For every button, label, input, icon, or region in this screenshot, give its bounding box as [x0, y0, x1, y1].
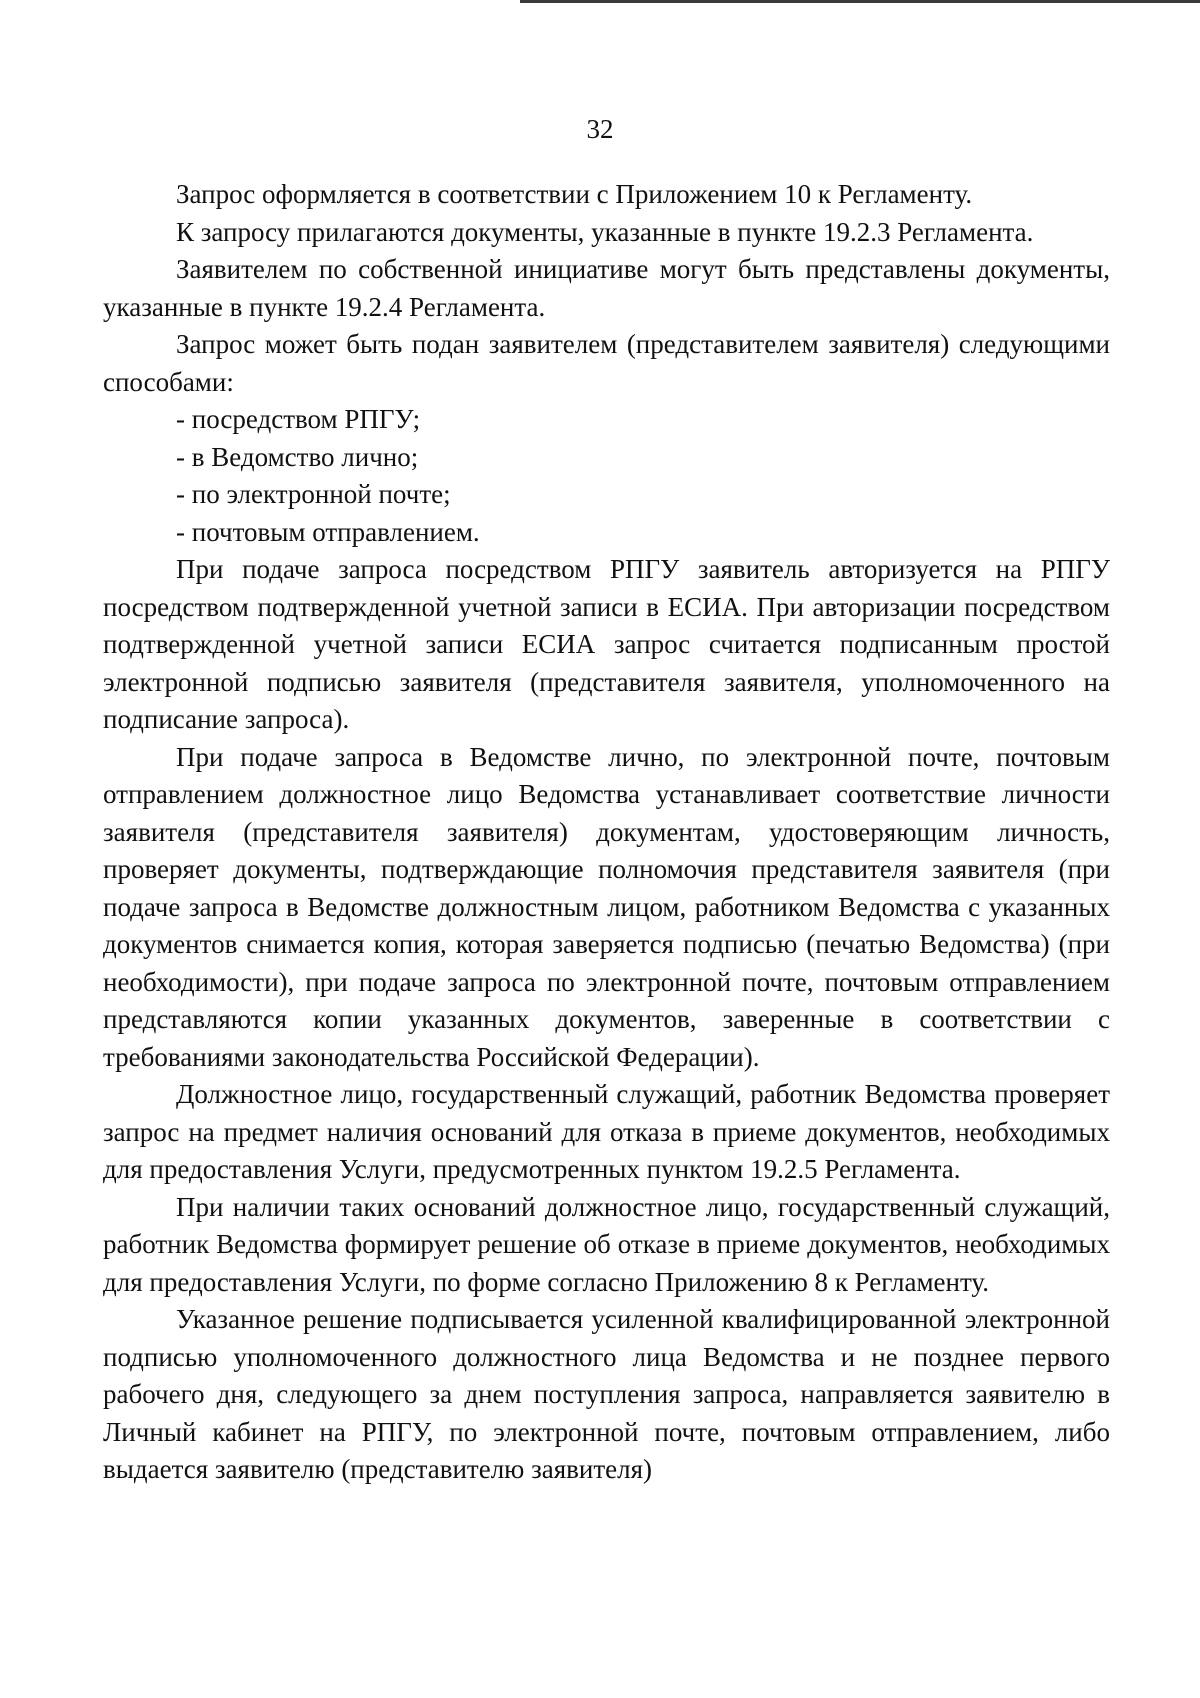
page-number: 32 [586, 114, 614, 144]
paragraph: При подаче запроса посредством РПГУ заявитель авторизуется на РПГУ посредством подтвержденной учетной записи в ЕСИА. При авторизации посредством подтвержденной учетной записи ЕСИА запрос считается подписанным простой электронной подписью заявителя (представителя заявителя, уполномоченного на подписание запроса). [103, 554, 1110, 734]
list-item: - посредством РПГУ; [176, 404, 421, 434]
scan-edge-line [520, 0, 1200, 3]
list-item: - по электронной почте; [176, 479, 451, 509]
list-item: - в Ведомство лично; [176, 441, 419, 472]
paragraph: Запрос может быть подан заявителем (представителем заявителя) следующими способами: [103, 329, 1110, 397]
paragraph: Должностное лицо, государственный служащий, работник Ведомства проверяет запрос на предмет наличия оснований для отказа в приеме документов, необходимых для предоставления Услуги, предусмотренных пунктом 19.2.5 Регламента. [103, 1079, 1110, 1184]
paragraph: При подаче запроса в Ведомстве лично, по электронной почте, почтовым отправлением должностное лицо Ведомства устанавливает соответствие личности заявителя (представителя заявителя) документам, удостоверяющим личность, проверяет документы, подтверждающие полномочия представителя заявителя (при подаче запроса в Ведомстве должностным лицом, работником Ведомства с указанных документов снимается копия, которая заверяется подписью (печатью Ведомства) (при необходимости), при подаче запроса по электронной почте, почтовым отправлением представляются копии указанных документов, заверенные в соответствии с требованиями законодательства Российской Федерации). [103, 741, 1110, 1072]
paragraph: Указанное решение подписывается усиленной квалифицированной электронной подписью уполномоченного должностного лица Ведомства и не позднее первого рабочего дня, следующего за днем поступления запроса, направляется заявителю в Личный кабинет на РПГУ, по электронной почте, почтовым отправлением, либо выдается заявителю (представителю заявителя) [103, 1304, 1110, 1484]
paragraph: При наличии таких оснований должностное лицо, государственный служащий, работник Ведомства формирует решение об отказе в приеме документов, необходимых для предоставления Услуги, по форме согласно Приложению 8 к Регламенту. [103, 1191, 1110, 1297]
paragraph: Запрос оформляется в соответствии с Приложением 10 к Регламенту. [176, 179, 973, 209]
paragraph: К запросу прилагаются документы, указанные в пункте 19.2.3 Регламента. [176, 216, 1034, 247]
paragraph: Заявителем по собственной инициативе могут быть представлены документы, указанные в пункте 19.2.4 Регламента. [103, 254, 1110, 322]
document-body [103, 176, 1110, 1489]
list-item: - почтовым отправлением. [176, 516, 480, 547]
